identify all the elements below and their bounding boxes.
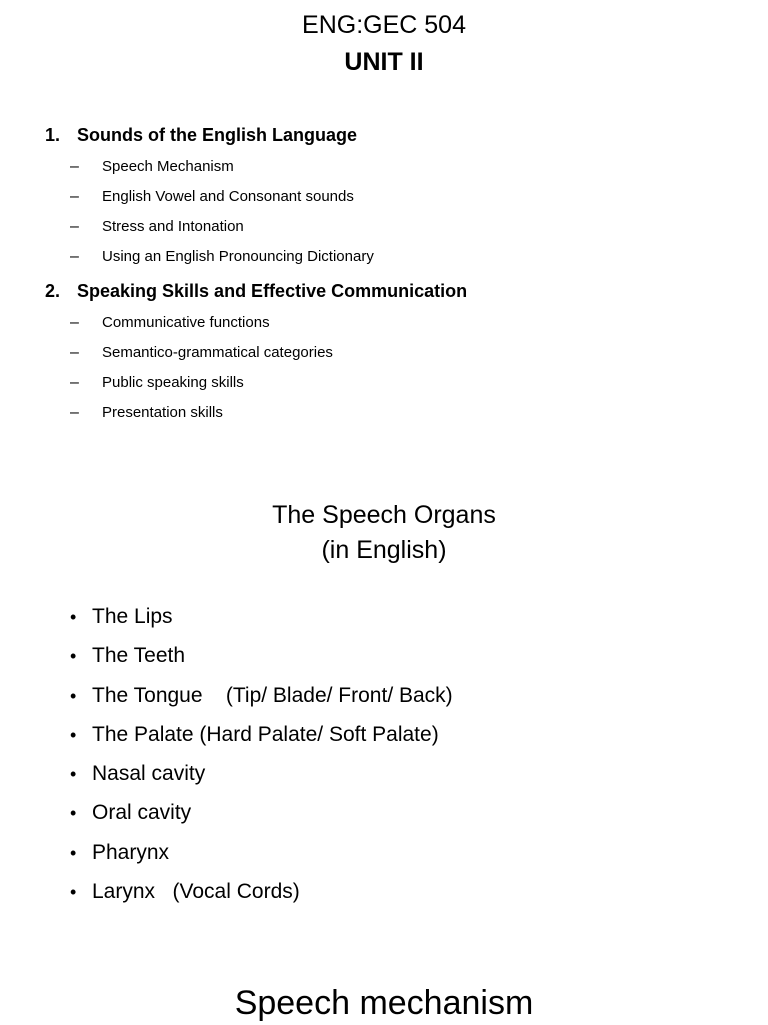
- organ-label: The Tongue (Tip/ Blade/ Front/ Back): [92, 683, 453, 707]
- list-item: [70, 797, 453, 836]
- organ-label: Oral cavity: [92, 801, 192, 825]
- list-item: [70, 601, 453, 640]
- course-code: ENG:GEC 504: [302, 11, 466, 39]
- bullet-icon: •: [70, 882, 77, 903]
- list-item: [70, 245, 374, 275]
- organ-label: Larynx (Vocal Cords): [92, 880, 300, 904]
- bullet-icon: •: [70, 764, 77, 785]
- bullet-icon: •: [70, 803, 77, 824]
- topic-heading-1: [45, 123, 357, 147]
- topic-title: Speaking Skills and Effective Communication: [77, 281, 468, 301]
- organ-label: The Palate (Hard Palate/ Soft Palate): [92, 722, 439, 746]
- dash-icon: –: [70, 344, 79, 361]
- unit-title: UNIT II: [344, 48, 424, 76]
- subtopic-label: Communicative functions: [102, 314, 270, 331]
- bullet-icon: •: [70, 842, 77, 863]
- subtopic-label: English Vowel and Consonant sounds: [102, 188, 354, 205]
- dash-icon: –: [70, 248, 79, 265]
- subtopic-list-2: [70, 311, 333, 431]
- subtopic-label: Semantico-grammatical categories: [102, 344, 333, 361]
- list-item: [70, 311, 333, 341]
- organ-label: The Lips: [92, 605, 173, 628]
- list-item: [70, 155, 374, 185]
- subtopic-label: Speech Mechanism: [102, 158, 234, 175]
- dash-icon: –: [70, 158, 79, 175]
- bullet-icon: •: [70, 646, 77, 667]
- topic-heading-2: [45, 279, 467, 303]
- subtopic-label: Presentation skills: [102, 404, 223, 421]
- list-item: [70, 719, 453, 758]
- topic-title: Sounds of the English Language: [77, 125, 358, 145]
- dash-icon: –: [70, 188, 79, 205]
- dash-icon: –: [70, 374, 79, 391]
- subtopic-list-1: [70, 155, 374, 275]
- list-item: [70, 640, 453, 679]
- speech-organs-list: [70, 601, 453, 915]
- list-item: [70, 215, 374, 245]
- bullet-icon: •: [70, 685, 77, 706]
- speech-organs-title: The Speech Organs: [272, 501, 496, 529]
- list-item: [70, 185, 374, 215]
- bullet-icon: •: [70, 724, 77, 745]
- speech-mechanism-title: Speech mechanism: [234, 984, 534, 1022]
- organ-label: Nasal cavity: [92, 762, 206, 786]
- topic-number: 1.: [45, 125, 61, 145]
- speech-organs-subtitle: (in English): [321, 536, 447, 564]
- dash-icon: –: [70, 404, 79, 421]
- list-item: [70, 341, 333, 371]
- topic-number: 2.: [45, 281, 61, 301]
- organ-label: The Teeth: [92, 644, 186, 668]
- list-item: [70, 680, 453, 719]
- subtopic-label: Public speaking skills: [102, 374, 244, 391]
- bullet-icon: •: [70, 607, 77, 627]
- list-item: [70, 401, 333, 431]
- dash-icon: –: [70, 218, 79, 235]
- dash-icon: –: [70, 314, 79, 331]
- list-item: [70, 758, 453, 797]
- list-item: [70, 876, 453, 915]
- subtopic-label: Stress and Intonation: [102, 218, 244, 235]
- list-item: [70, 371, 333, 401]
- list-item: [70, 837, 453, 876]
- subtopic-label: Using an English Pronouncing Dictionary: [102, 248, 374, 265]
- organ-label: Pharynx: [92, 840, 170, 864]
